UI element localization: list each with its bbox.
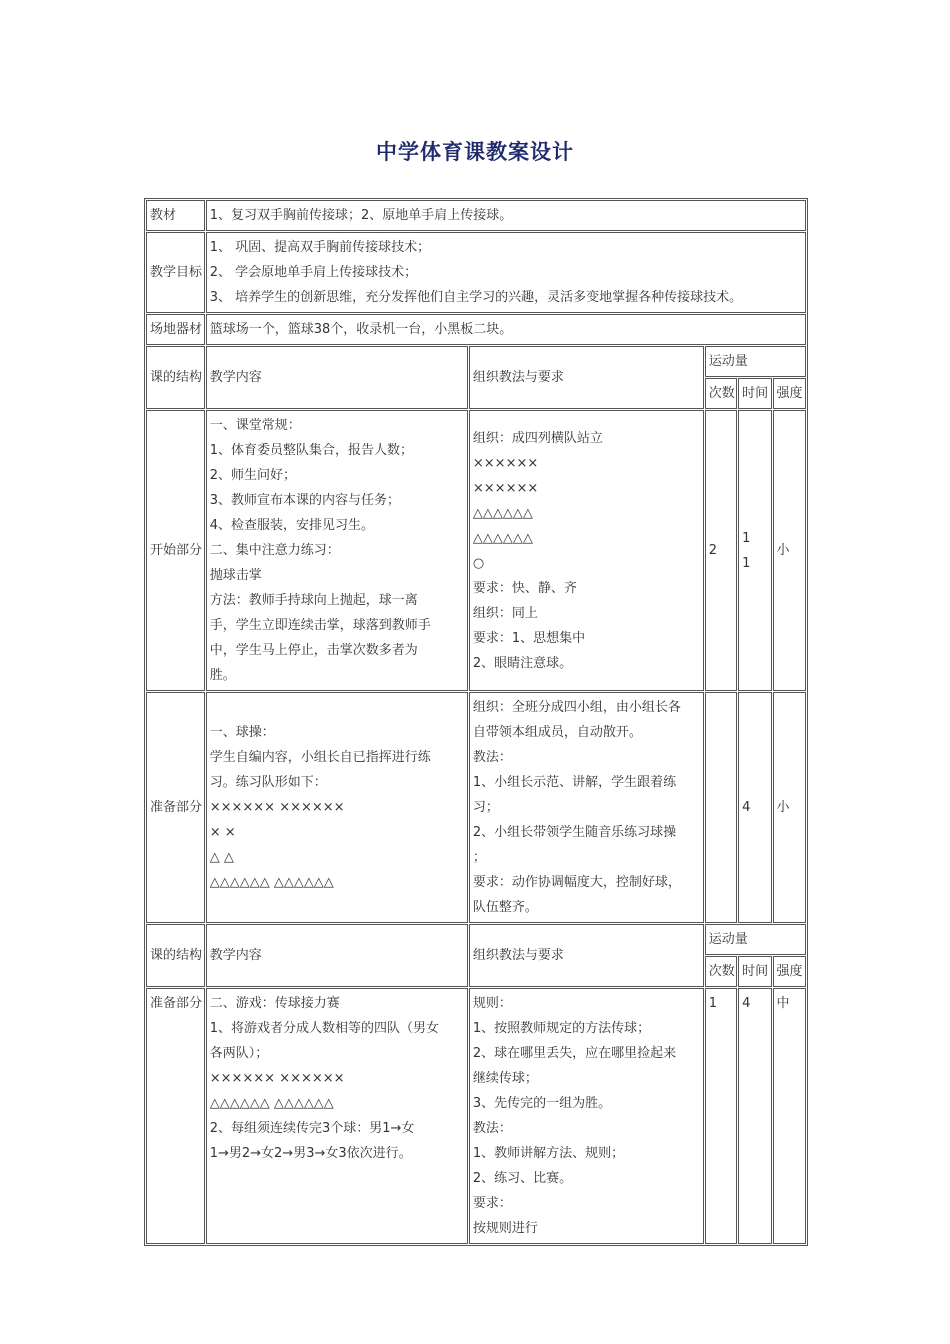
method-line: 规则： (472, 996, 512, 1011)
section-method (469, 988, 704, 1244)
method-line: ×××××× (472, 480, 539, 496)
header-structure: 课的结构 (146, 346, 205, 409)
header-load: 运动量 (705, 346, 806, 377)
method-line: 要求：快、静、齐 (472, 580, 577, 596)
method-line: ○ (472, 555, 485, 571)
method-line: ； (472, 850, 486, 865)
section-count: 2 (705, 410, 737, 691)
content-line: △△△△△△ △△△△△△ (209, 875, 334, 890)
method-line: 3、先传完的一组为胜。 (472, 1096, 612, 1111)
materials-text: 1、复习双手胸前传接球；2、原地单手肩上传接球。 (206, 200, 806, 231)
content-line: 2、每组须连续传完3个球：男1→女 (209, 1121, 415, 1136)
content-line: 各两队）； (209, 1046, 269, 1061)
method-line: 2、球在哪里丢失，应在哪里捡起来 (472, 1046, 677, 1061)
section-time (738, 692, 771, 923)
content-line: 一、课堂常规： (209, 418, 301, 433)
header-method: 组织教法与要求 (469, 346, 704, 409)
header-intensity: 强度 (773, 378, 806, 409)
content-line: ×××××× ×××××× (209, 1071, 345, 1086)
method-line: 1、小组长示范、讲解，学生跟着练 (472, 775, 677, 790)
method-line: 组织：全班分成四小组，由小组长各 (472, 700, 681, 715)
method-line: 要求： (472, 1196, 512, 1211)
method-line: 教法： (472, 750, 512, 765)
venue-row (146, 314, 806, 345)
content-line: 二、集中注意力练习： (209, 543, 340, 558)
section-intensity: 小 (773, 692, 806, 923)
goal-line: 3、 培养学生的创新思维，充分发挥他们自主学习的兴趣，灵活多变地掌握各种传接球技术。 (209, 290, 743, 305)
method-line: 1、按照教师规定的方法传球； (472, 1021, 651, 1036)
time-line: 4 (742, 800, 751, 815)
section-structure: 准备部分 (146, 988, 205, 1244)
section-method (469, 410, 704, 691)
method-line: 组织：成四列横队站立 (472, 430, 603, 446)
header-intensity: 强度 (773, 956, 806, 987)
method-line: 习； (472, 800, 499, 815)
content-line: 二、游戏：传球接力赛 (209, 996, 340, 1011)
method-line: 队伍整齐。 (472, 900, 538, 915)
section-intensity: 小 (773, 410, 806, 691)
header-content: 教学内容 (206, 346, 468, 409)
method-line: 2、小组长带领学生随音乐练习球操 (472, 825, 677, 840)
section-content (206, 988, 468, 1244)
content-line: △△△△△△ △△△△△△ (209, 1096, 334, 1111)
header-time: 时间 (738, 956, 771, 987)
section-time (738, 410, 771, 691)
content-line: ×××××× ×××××× (209, 800, 345, 815)
goals-cell (206, 232, 806, 313)
method-line: 要求：动作协调幅度大，控制好球， (472, 875, 681, 890)
content-line: 学生自编内容，小组长自已指挥进行练 (209, 750, 431, 765)
content-line: △ △ (209, 850, 234, 865)
content-line: 一、球操： (209, 725, 275, 740)
content-line: 习。练习队形如下： (209, 775, 327, 790)
method-line: 组织：同上 (472, 605, 538, 621)
page-title: 中学体育课教案设计 (376, 140, 574, 164)
header-row-1 (146, 346, 806, 377)
method-line: 2、眼睛注意球。 (472, 655, 573, 671)
method-line: 1、教师讲解方法、规则； (472, 1146, 625, 1161)
content-line: 胜。 (209, 668, 236, 683)
content-line: 中，学生马上停止，击掌次数多者为 (209, 643, 418, 658)
header-load: 运动量 (705, 924, 806, 955)
method-line: 自带领本组成员，自动散开。 (472, 725, 642, 740)
content-line: 1→男2→女2→男3→女3依次进行。 (209, 1146, 412, 1161)
content-line: 3、教师宣布本课的内容与任务； (209, 493, 400, 508)
header-time: 时间 (738, 378, 771, 409)
section-structure: 准备部分 (146, 692, 205, 923)
content-line: 抛球击掌 (209, 568, 262, 583)
time-line: 1 (742, 530, 751, 546)
materials-row (146, 200, 806, 231)
goals-label: 教学目标 (146, 232, 205, 313)
section-count (705, 692, 737, 923)
time-line: 1 (742, 555, 751, 571)
section-intensity: 中 (773, 988, 806, 1244)
goal-line: 1、 巩固、提高双手胸前传接球技术； (209, 240, 431, 255)
section-structure: 开始部分 (146, 410, 205, 691)
content-line: × × (209, 825, 236, 840)
venue-label: 场地器材 (146, 314, 205, 345)
content-line: 4、检查服装，安排见习生。 (209, 518, 374, 533)
header-method: 组织教法与要求 (469, 924, 704, 987)
section-content (206, 410, 468, 691)
content-line: 方法：教师手持球向上抛起，球一离 (209, 593, 418, 608)
content-line: 1、体育委员整队集合，报告人数； (209, 443, 413, 458)
header-structure: 课的结构 (146, 924, 205, 987)
method-line: ×××××× (472, 455, 539, 471)
method-line: 教法： (472, 1121, 512, 1136)
materials-label: 教材 (146, 200, 205, 231)
section-count: 1 (705, 988, 737, 1244)
goal-line: 2、 学会原地单手肩上传接球技术； (209, 265, 418, 280)
content-line: 2、师生问好； (209, 468, 296, 483)
section-content (206, 692, 468, 923)
section-row-warmup (146, 692, 806, 923)
method-line: 继续传球； (472, 1071, 538, 1086)
header-row-1 (146, 924, 806, 955)
content-line: 手，学生立即连续击掌，球落到教师手 (209, 618, 431, 633)
header-count: 次数 (705, 956, 737, 987)
method-line: 2、练习、比赛。 (472, 1171, 573, 1186)
goals-row (146, 232, 806, 313)
lesson-plan-table (144, 198, 808, 1246)
method-line: △△△△△△ (472, 530, 533, 546)
section-row-game (146, 988, 806, 1244)
method-line: 按规则进行 (472, 1221, 538, 1236)
time-line: 4 (742, 996, 751, 1011)
header-content: 教学内容 (206, 924, 468, 987)
section-row-start (146, 410, 806, 691)
content-line: 1、将游戏者分成人数相等的四队（男女 (209, 1021, 439, 1036)
section-time (738, 988, 771, 1244)
method-line: 要求：1、思想集中 (472, 630, 586, 646)
section-method (469, 692, 704, 923)
method-line: △△△△△△ (472, 505, 533, 521)
venue-text: 篮球场一个，篮球38个，收录机一台，小黑板二块。 (206, 314, 806, 345)
header-count: 次数 (705, 378, 737, 409)
